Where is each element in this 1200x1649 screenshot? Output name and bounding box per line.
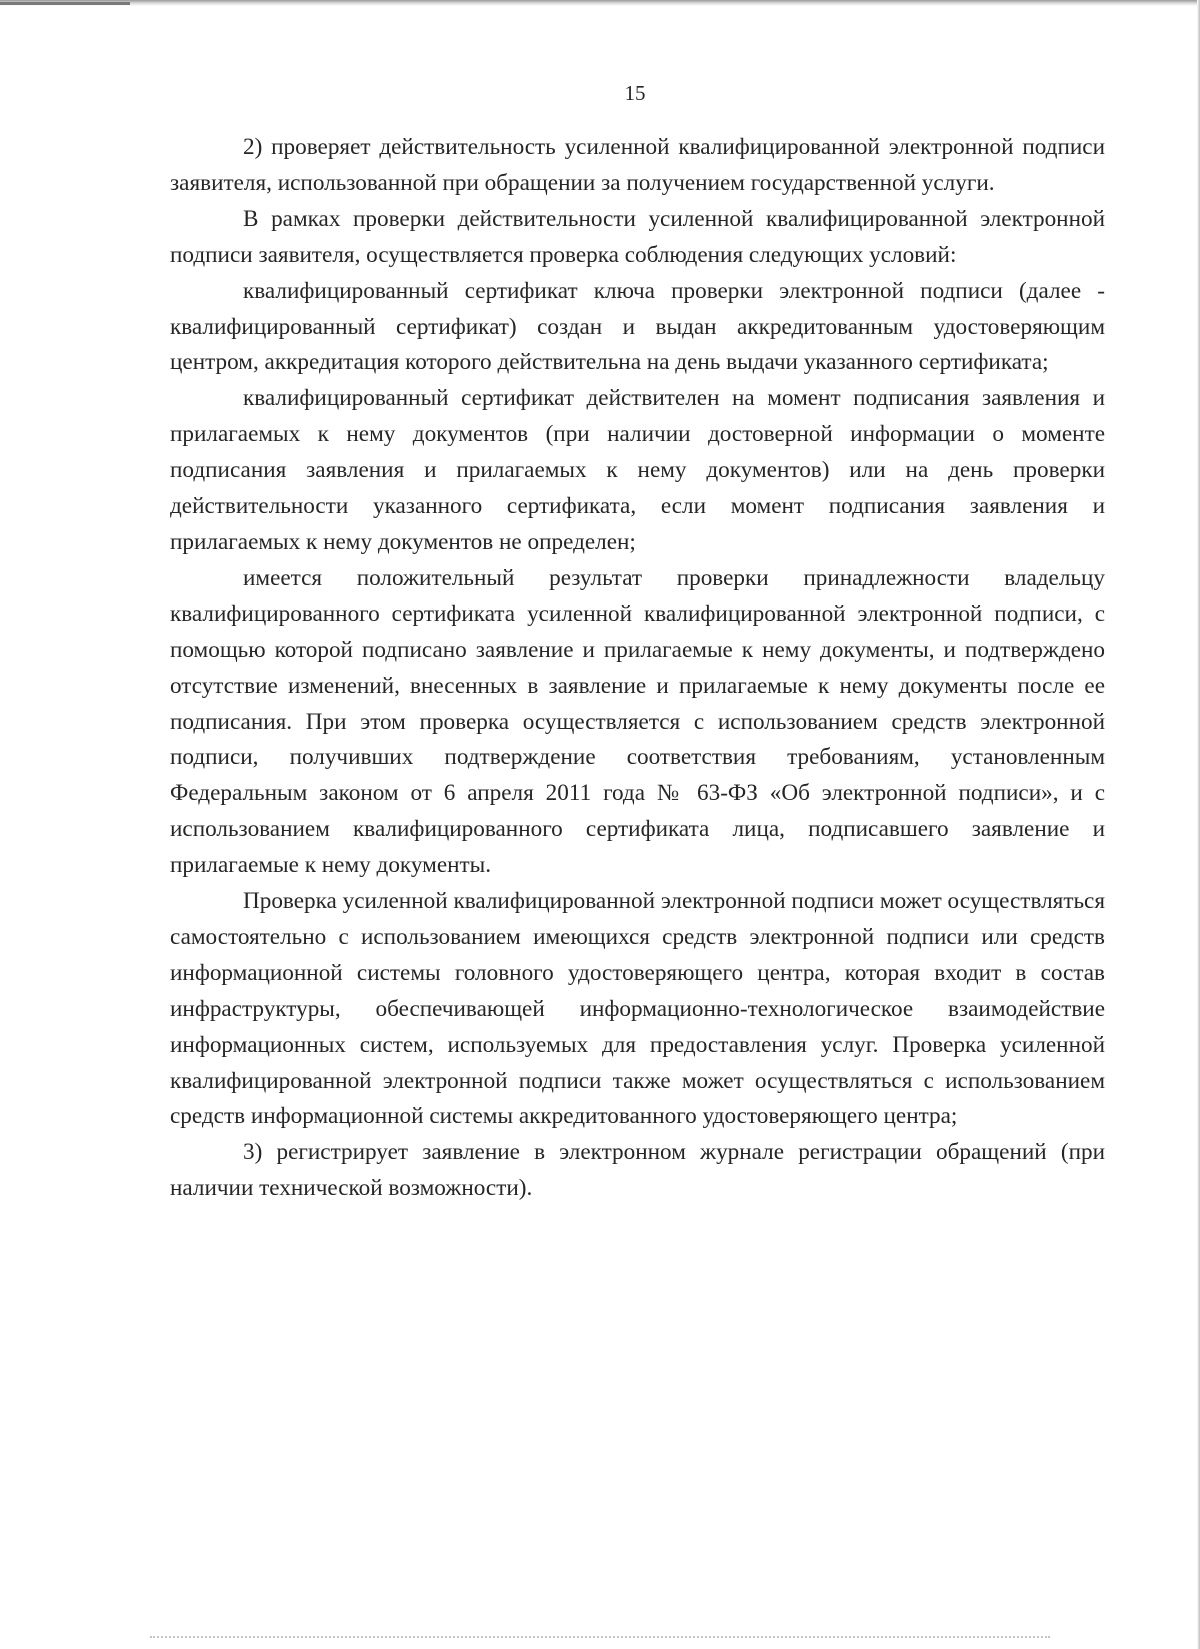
page-number: 15 (624, 81, 646, 105)
paragraph-condition-certificate-issued: квалифицированный сертификат ключа проверки электронной подписи (далее - квалифицированный сертификат) создан и выдан аккредитованным удостоверяющим центром, аккредитация которого действительна на день выдачи указанного сертификата; (170, 277, 1105, 376)
paragraph-condition-certificate-valid: квалифицированный сертификат действителен на момент подписания заявления и прилагаемых к нему документов (при наличии достоверной информации о моменте подписания заявления и прилагаемых к нему документов) или на день проверки действительности указанного сертификата, если момент подписания заявления и прилагаемых к нему документов не определен; (170, 385, 1105, 555)
document-body (170, 130, 1105, 1207)
scan-bottom-edge (150, 1636, 1050, 1638)
paragraph-item-3: 3) регистрирует заявление в электронном журнале регистрации обращений (при наличии технической возможности). (170, 1139, 1105, 1202)
paragraph-condition-positive-result: имеется положительный результат проверки принадлежности владельцу квалифицированного сертификата усиленной квалифицированной электронной подписи, с помощью которой подписано заявление и прилагаемые к нему документы, и подтверждено отсутствие изменений, внесенных в заявление и прилагаемые к нему документы после ее подписания. При этом проверка осуществляется с использованием средств электронной подписи, получивших подтверждение соответствия требованиям, установленным Федеральным законом от 6 апреля 2011 года № 63-ФЗ «Об электронной подписи», и с использованием квалифицированного сертификата лица, подписавшего заявление и прилагаемые к нему документы. (170, 564, 1105, 879)
paragraph-signature-check-intro: В рамках проверки действительности усиленной квалифицированной электронной подписи заявителя, осуществляется проверка соблюдения следующих условий: (170, 205, 1105, 268)
scan-top-edge (0, 0, 1200, 6)
paragraph-verification-means: Проверка усиленной квалифицированной электронной подписи может осуществляться самостоятельно с использованием имеющихся средств электронной подписи или средств информационной системы головного удостоверяющего центра, которая входит в состав инфраструктуры, обеспечивающей информационно-технологическое взаимодействие информационных систем, используемых для предоставления услуг. Проверка усиленной квалифицированной электронной подписи также может осуществляться с использованием средств информационной системы аккредитованного удостоверяющего центра; (170, 888, 1105, 1130)
paragraph-item-2: 2) проверяет действительность усиленной квалифицированной электронной подписи заявителя, использованной при обращении за получением государственной услуги. (170, 134, 1105, 196)
scan-top-mark (0, 2, 130, 5)
